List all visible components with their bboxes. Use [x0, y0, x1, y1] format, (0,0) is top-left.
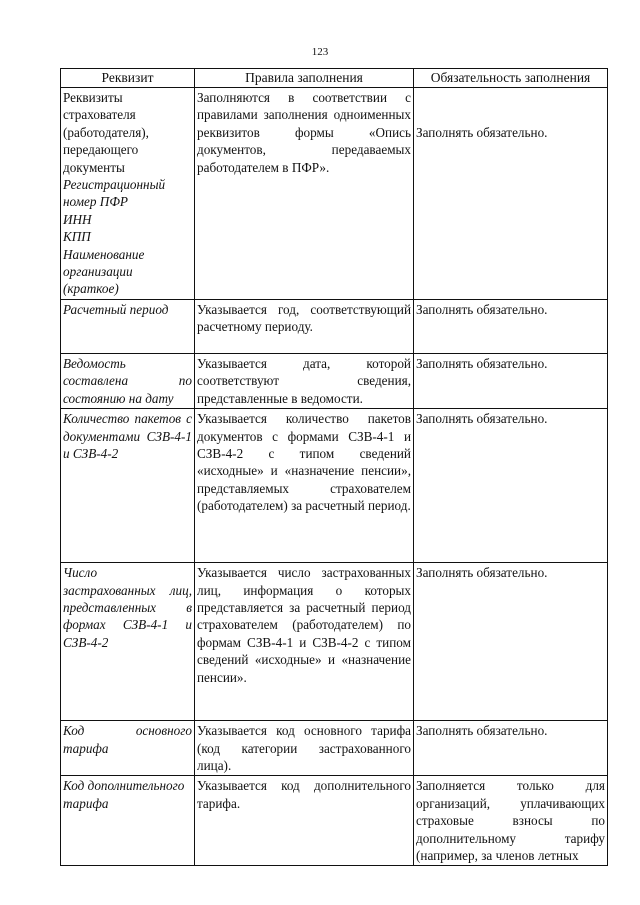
requisite-line: передающего: [63, 142, 139, 158]
header-requisite: Реквизит: [61, 69, 195, 88]
table-row: [61, 563, 608, 721]
requisite-cell: Код дополнительного тарифа: [61, 776, 195, 866]
requisite-cell: [61, 88, 195, 300]
requisite-line: организации: [63, 264, 133, 280]
requisite-line: ИНН: [63, 211, 92, 227]
requisite-text: Код основного тарифа: [63, 723, 192, 756]
table-row: [61, 409, 608, 563]
table-row: [61, 776, 608, 866]
requisite-cell: [61, 563, 195, 721]
table-row: [61, 721, 608, 776]
requisite-line: документы: [63, 159, 125, 175]
rule-cell: Указывается код основного тарифа (код категории застрахованного лица).: [195, 721, 414, 776]
requisite-line: Реквизиты: [63, 90, 123, 105]
table-row: [61, 300, 608, 354]
table-row: [61, 354, 608, 409]
requisite-line: (работодателя),: [63, 124, 149, 140]
requisite-text: Ведомость составлена по состоянию на дату: [63, 356, 192, 406]
mandatory-cell: Заполняется только для организаций, уплачивающих страховые взносы по дополнительному тарифу (например, за членов летных: [414, 776, 608, 866]
requisite-cell: [61, 409, 195, 563]
requisite-text: Число застрахованных лиц, представленных в формах СЗВ-4-1 и СЗВ-4-2: [63, 565, 192, 650]
requisite-line: страхователя: [63, 107, 136, 123]
rule-cell: Указывается число застрахованных лиц, информация о которых представляется за расчетный период страхователем (работодателем) по формам СЗВ-4-1 и СЗВ-4-2 с типом сведений «исходные» и «назначение пенсии».: [195, 563, 414, 721]
rule-cell: Заполняются в соответствии с правилами заполнения одноименных реквизитов формы «Опись документов, передаваемых работодателем в ПФР».: [195, 88, 414, 300]
requisite-line: (краткое): [63, 281, 119, 297]
mandatory-cell: Заполнять обязательно.: [414, 300, 608, 354]
requisite-line: Регистрационный: [63, 177, 166, 193]
table-header-row: [61, 69, 608, 88]
table-row: [61, 88, 608, 300]
requisite-cell: [61, 721, 195, 776]
rule-cell: Указывается количество пакетов документов с формами СЗВ-4-1 и СЗВ-4-2 с типом сведений «исходные» и «назначение пенсии», представляемых страхователем (работодателем) за расчетный период.: [195, 409, 414, 563]
rule-cell: Указывается код дополнительного тарифа.: [195, 776, 414, 866]
requisites-table: [60, 68, 608, 866]
requisite-line: Наименование: [63, 246, 145, 262]
requisite-line: КПП: [63, 229, 91, 245]
requisite-cell: Расчетный период: [61, 300, 195, 354]
mandatory-text: Заполнять обязательно.: [416, 125, 548, 140]
mandatory-cell: Заполнять обязательно.: [414, 563, 608, 721]
rule-cell: Указывается дата, которой соответствуют сведения, представленные в ведомости.: [195, 354, 414, 409]
mandatory-cell: Заполнять обязательно.: [414, 354, 608, 409]
requisite-text: Количество пакетов с документами СЗВ-4-1 и СЗВ-4-2: [63, 411, 192, 462]
mandatory-cell: [414, 88, 608, 300]
rule-cell: Указывается год, соответствующий расчетному периоду.: [195, 300, 414, 354]
mandatory-cell: Заполнять обязательно.: [414, 721, 608, 776]
requisite-line: номер ПФР: [63, 194, 128, 210]
header-rules: Правила заполнения: [195, 69, 414, 88]
page-number: 123: [311, 46, 329, 58]
requisite-cell: [61, 354, 195, 409]
mandatory-cell: Заполнять обязательно.: [414, 409, 608, 563]
header-mandatory: Обязательность заполнения: [414, 69, 608, 88]
